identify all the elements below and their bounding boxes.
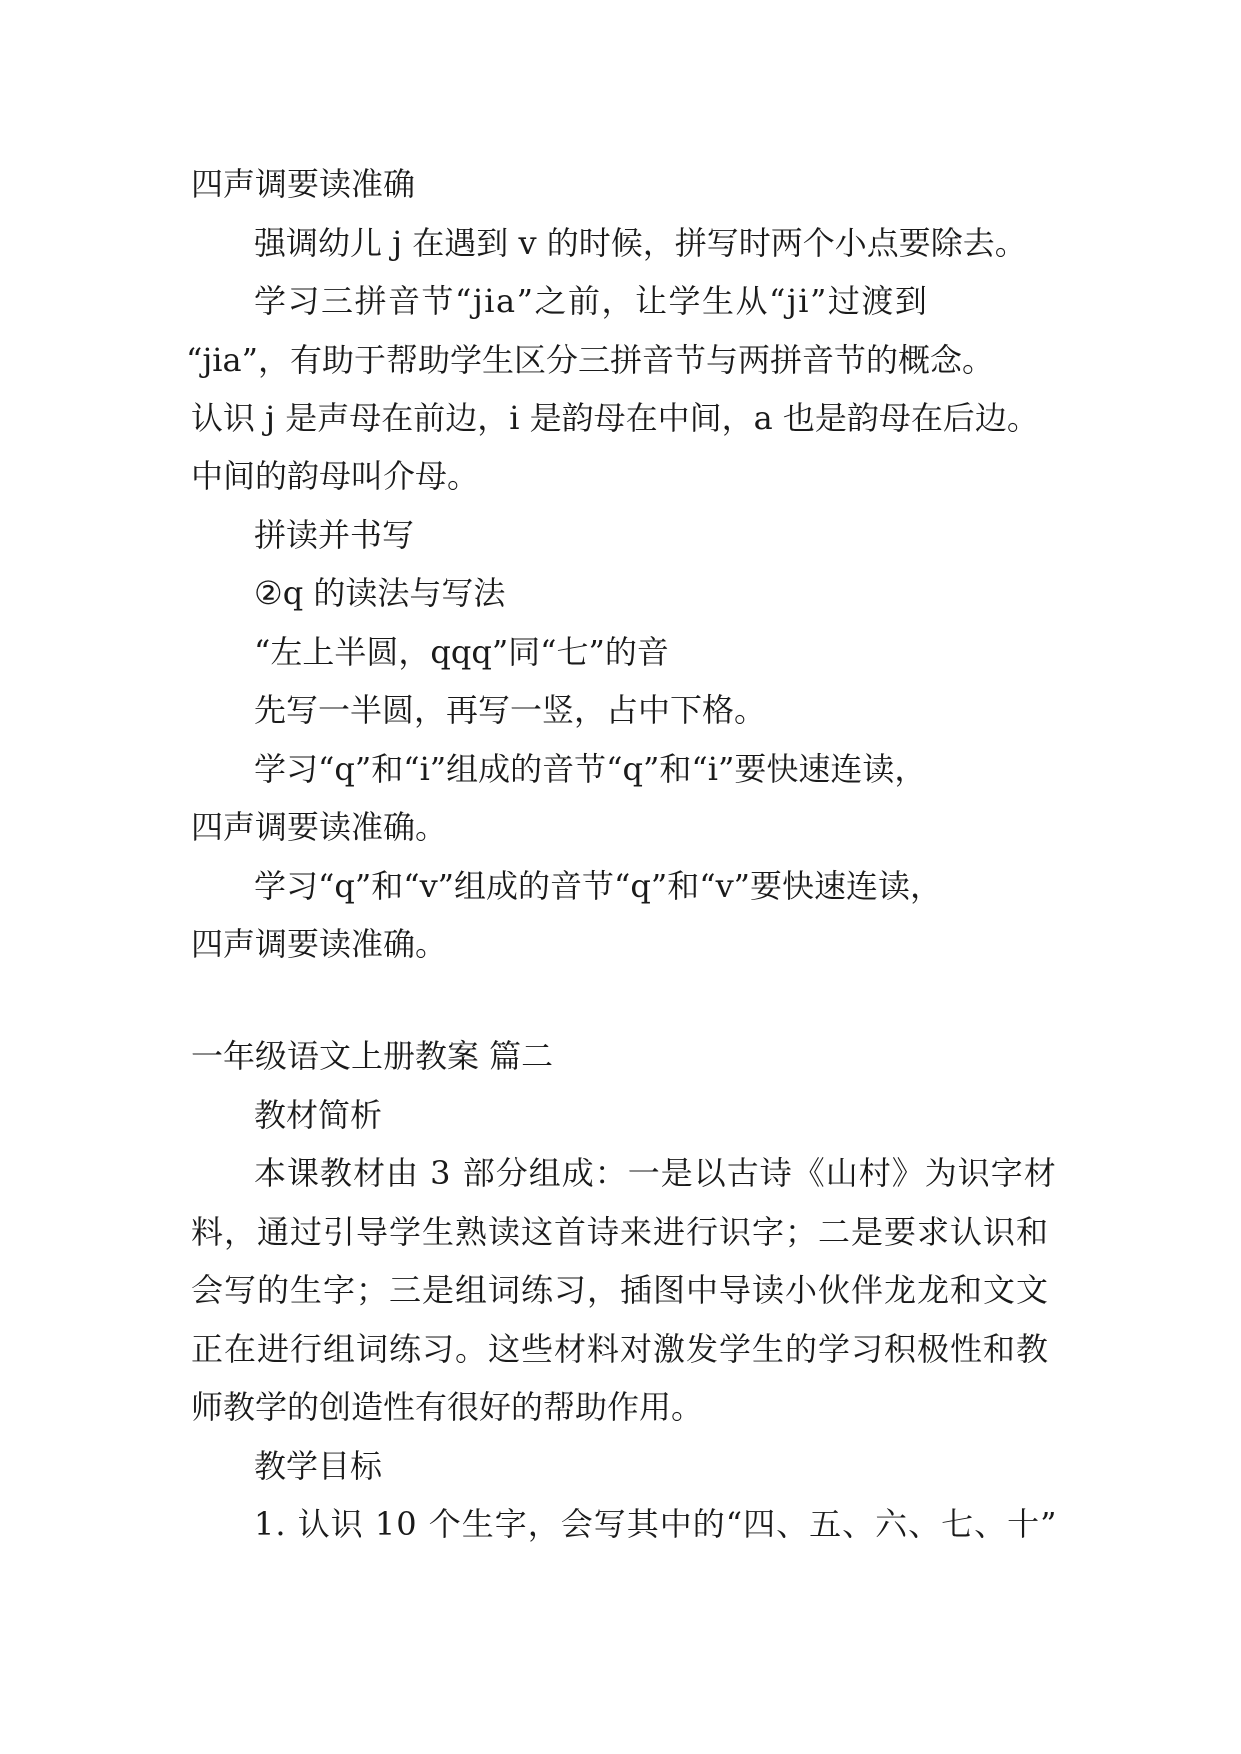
text-line: 先写一半圆，再写一竖，占中下格。 <box>254 691 767 729</box>
text-line: 教学目标 <box>254 1447 383 1485</box>
text-line: “左上半圆，qqq”同“七”的音 <box>254 633 669 671</box>
text-line: “jia”，有助于帮助学生区分三拼音节与两拼音节的概念。 <box>186 341 994 379</box>
text-line: 1. 认识 10 个生字，会写其中的“四、五、六、七、十” <box>254 1505 1058 1543</box>
text-line: 本课教材由 3 部分组成：一是以古诗《山村》为识字材 <box>254 1154 1057 1192</box>
text-line: 拼读并书写 <box>254 516 415 554</box>
text-line: 学习“q”和“i”组成的音节“q”和“i”要快速连读， <box>254 750 927 788</box>
text-line: 料，通过引导学生熟读这首诗来进行识字；二是要求认识和 <box>191 1213 1050 1251</box>
text-line: 强调幼儿 j 在遇到 v 的时候，拼写时两个小点要除去。 <box>254 224 1027 262</box>
section-heading: 一年级语文上册教案 篇二 <box>191 1037 554 1075</box>
text-line: 四声调要读准确。 <box>191 808 448 846</box>
text-line: 四声调要读准确 <box>191 165 416 203</box>
text-line: 教材简析 <box>254 1096 383 1134</box>
text-line: 学习三拼音节“jia”之前，让学生从“ji”过渡到 <box>254 282 929 320</box>
text-line: 四声调要读准确。 <box>191 925 448 963</box>
text-line: 中间的韵母叫介母。 <box>191 457 480 495</box>
text-line: ②q 的读法与写法 <box>254 574 506 612</box>
text-line: 会写的生字；三是组词练习，插图中导读小伙伴龙龙和文文 <box>191 1271 1050 1309</box>
text-line: 学习“q”和“v”组成的音节“q”和“v”要快速连读， <box>254 867 943 905</box>
text-line: 师教学的创造性有很好的帮助作用。 <box>191 1388 704 1426</box>
text-line: 认识 j 是声母在前边，i 是韵母在中间，a 也是韵母在后边。 <box>191 399 1039 437</box>
text-line: 正在进行组词练习。这些材料对激发学生的学习积极性和教 <box>191 1330 1050 1368</box>
